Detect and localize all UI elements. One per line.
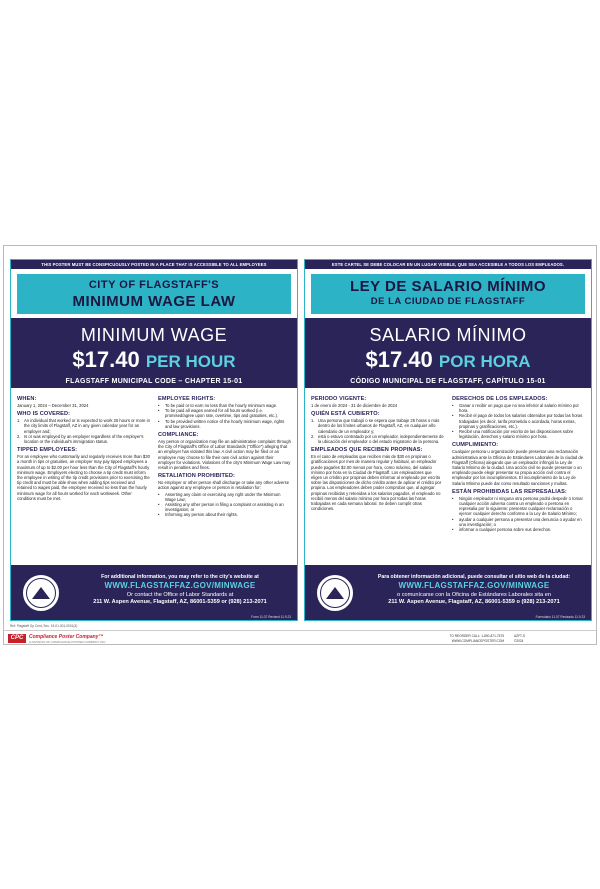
header-box xyxy=(17,274,291,314)
wage-amount: $17.40 xyxy=(365,347,433,372)
list-item: • Assisting any other person in filing a complaint or assisting in an investigation; or xyxy=(158,502,284,513)
sku-info xyxy=(514,634,525,643)
footer-box xyxy=(305,565,591,621)
footer-info: For additional information, you may refer to the city's website at xyxy=(101,574,259,580)
list-item: • To be provided written notice of the hourly minimum wage, rights and law provisions. xyxy=(158,418,285,429)
brand-name: Compliance Poster Company™ xyxy=(29,634,104,640)
footer-box xyxy=(11,565,297,621)
footer-text xyxy=(363,574,585,605)
retaliation-list xyxy=(158,492,291,518)
list-item: • Recibir una notificación por escrito de las disposiciones sobre legislación, derechos y salario mínimo por hora. xyxy=(452,429,574,440)
wage-amount-line xyxy=(11,347,297,373)
column-left xyxy=(311,393,444,511)
column-left xyxy=(17,393,150,501)
content-columns xyxy=(17,393,293,568)
retaliation-heading: ESTÁN PROHIBIDAS LAS REPRESALIAS: xyxy=(452,488,567,495)
header-box xyxy=(311,274,585,314)
municipal-code: CÓDIGO MUNICIPAL DE FLAGSTAFF, CAPÍTULO 15-01 xyxy=(350,378,546,385)
footer-contact: o comunícarse con la Oficina de Estándares Laborales sita en xyxy=(397,592,551,598)
form-number: Form 11.07 Revised 11.9.23 xyxy=(251,615,291,619)
list-item: • Informing any person about their rights. xyxy=(158,512,238,518)
wage-unit: PER HOUR xyxy=(145,352,236,371)
list-item: • To be paid or to earn no less than the hourly minimum wage. xyxy=(158,403,278,408)
header-line-2: MINIMUM WAGE LAW xyxy=(72,293,236,310)
list-item: 2. está o estuvo contratado por un empleador, independientemente de la ubicación del empleador o del estado migratorio de la persona. xyxy=(311,433,444,445)
header-line-2: DE LA CIUDAD DE FLAGSTAFF xyxy=(370,296,526,307)
content-columns xyxy=(311,393,587,568)
website-link[interactable]: WWW.FLAGSTAFFAZ.GOV/MINWAGE xyxy=(398,581,550,590)
covered-heading: WHO IS COVERED: xyxy=(17,411,71,418)
list-item: 1. Una persona que trabajó o se espera que trabaje 25 horas o más dentro de los límites urbanos de Flagstaff, AZ, en cualquier año calendario de un empleador y; xyxy=(311,418,440,434)
wage-unit: POR HORA xyxy=(438,352,531,371)
retaliation-text: No employer or other person shall discharge or take any other adverse action against any employee or person in retaliation for: xyxy=(158,480,290,491)
brand-tagline: A DIVISION OF COMPLIANCE POSTER COMPANY INC. xyxy=(29,640,107,644)
municipal-code: FLAGSTAFF MUNICIPAL CODE – CHAPTER 15-01 xyxy=(65,378,243,385)
when-text: 1 de enero de 2024 - 31 de diciembre de 2024 xyxy=(311,403,398,408)
reorder-website[interactable]: WWW.COMPLIANCEPOSTER.COM xyxy=(451,638,504,643)
rights-heading: EMPLOYEE RIGHTS: xyxy=(158,396,216,402)
list-item: • To be paid all wages earned for all hours worked (i.e. promised/agree upon rate, overtime, tips and gratuities, etc.). xyxy=(158,408,279,419)
when-text: January 1, 2024 – December 31, 2024 xyxy=(17,403,89,408)
footer-address: 211 W. Aspen Avenue, Flagstaff, AZ, 86001-5359 o (928) 213-2071 xyxy=(388,599,560,605)
sku-code: AZFT-S xyxy=(514,634,525,638)
wage-amount-line xyxy=(305,347,591,373)
wage-box xyxy=(305,318,591,388)
covered-list xyxy=(311,418,444,444)
list-item: • informar a cualquier persona sobre sus derechos. xyxy=(452,527,552,533)
retaliation-list xyxy=(452,496,585,532)
list-item: • Ganar o recibir un pago que no sea inferior al salario mínimo por hora. xyxy=(452,403,579,414)
sku-year: ©2024 xyxy=(514,638,524,643)
tipped-heading: EMPLEADOS QUE RECIBEN PROPINAS: xyxy=(311,447,423,454)
publisher-strip xyxy=(4,630,596,646)
cpc-logo: CPC xyxy=(8,634,26,643)
list-item: • Ningún empleador ni ninguna otra persona podrá despedir o tomar cualquier acción adversa contra un empleado o persona en represalia por lo siguiente: presentar cualquier reclamación o ejercer cualquier derecho conforme a la Ley de Salario Mínimo; xyxy=(452,495,583,517)
reference-note: Ref: Flagstaff Op Cent, Sec. 15-01-001-0001(3) xyxy=(10,624,78,628)
form-number: Formulario 11.07 Revisado 11.9.23 xyxy=(535,615,585,619)
when-heading: WHEN: xyxy=(17,396,37,402)
posting-notice: ESTE CARTEL SE DEBE COLOCAR EN UN LUGAR VISIBLE, QUE SEA ACCESIBLE A TODOS LOS EMPLEADOS. xyxy=(305,260,591,269)
header-line-1: CITY OF FLAGSTAFF'S xyxy=(88,279,220,291)
column-right xyxy=(158,393,291,518)
list-item: • Recibir el pago de todos los salarios obtenidos por todas las horas trabajadas (es decir, tarifa prometida o acordada, horas extras, propinas y gratificaciones, etc.). xyxy=(452,413,583,429)
spanish-panel xyxy=(304,259,592,621)
compliance-text: Any person or organization may file an administrative complaint through the City of Flagstaff's Office of Labor Standards ("Office") alleging that an employer has violated this law. A civil action may be filed or an employee may choose to file their own civil action against their employer for violations. Violations of the city's Minimum Wage Law may result in penalties and fines. xyxy=(158,439,291,471)
website-link[interactable]: WWW.FLAGSTAFFAZ.GOV/MINWAGE xyxy=(104,581,256,590)
tipped-text: For an employee who customarily and regularly receives more than $30 a month in tips or gratuities, an employer may pay tipped employees a maximum of up to $2.00 per hour less than the City of Flagstaff's hourly minimum wage. Employers electing to choose a tip credit must inform the employee in writing of the tip credit provisions prior to exercising the tip credit and must be able show when adding tips received and retained to wages paid, the employee received no less than the hourly minimum wage for all hours worked for each workweek. Other conditions must be met. xyxy=(17,454,150,501)
tipped-text: En el caso de empleados que reciben más de $30 en propinas o gratificaciones por mes de manera regular y habitual, un empleador puede pagarles $2.00 menos por hora, como máximo, del salario mínimo por hora en la Ciudad de Flagstaff. Los empleadores que eligen un crédito por propinas deben informar al empleado por escrito sobre las disposiciones de dicho crédito antes de aplicar el crédito por propina. Los empleadores deben poder comprobar que, al agregar propinas recibidas y retenidas a los salarios pagados, el empleado no recibió menos del salario mínimo por hora por todas las horas trabajadas en cada semana laboral. Se deben cumplir otras condiciones. xyxy=(311,454,442,512)
wage-amount: $17.40 xyxy=(72,347,140,372)
footer-address: 211 W. Aspen Avenue, Flagstaff, AZ, 86001-5359 or (928) 213-2071 xyxy=(93,599,267,605)
city-seal-icon xyxy=(315,573,355,613)
posting-notice: THIS POSTER MUST BE CONSPICUOUSLY POSTED IN A PLACE THAT IS ACCESSIBLE TO ALL EMPLOYEES xyxy=(11,260,297,269)
reorder-phone: TO REORDER CALL: 1-800-871-7575 xyxy=(449,634,504,638)
header-line-1: LEY DE SALARIO MÍNIMO xyxy=(349,278,547,295)
retaliation-heading: RETALIATION PROHIBITED: xyxy=(158,473,235,480)
city-seal-icon xyxy=(21,573,61,613)
poster xyxy=(3,245,597,645)
english-panel xyxy=(10,259,298,621)
footer-info: Para obtener información adicional, puede consultar el sitio web de la ciudad: xyxy=(377,574,571,580)
compliance-heading: COMPLIANCE: xyxy=(158,432,199,439)
list-item: • Asserting any claim or exercising any right under the Minimum Wage Law; xyxy=(158,491,281,502)
list-item: • ayudar a cualquier persona a presentar una denuncia o ayudar en una investigación; o xyxy=(452,516,582,527)
rights-heading: DERECHOS DE LOS EMPLEADOS: xyxy=(452,396,548,402)
reorder-contact xyxy=(394,634,504,643)
list-item: 1. An individual that worked or is expected to work 25 hours or more in the city limits of Flagstaff, AZ in any given calendar year for an employer and; xyxy=(17,418,150,434)
wage-box xyxy=(11,318,297,388)
rights-list xyxy=(158,403,291,429)
rights-list xyxy=(452,403,585,439)
compliance-heading: CUMPLIMIENTO: xyxy=(452,442,499,449)
footer-contact: Or contact the Office of Labor Standards at xyxy=(126,592,234,598)
tipped-heading: TIPPED EMPLOYEES: xyxy=(17,447,78,454)
wage-title: SALARIO MÍNIMO xyxy=(369,325,527,345)
list-item: 2. Is or was employed by an employer regardless of the employer's location or the individual's immigration status. xyxy=(17,433,144,445)
covered-heading: QUIÉN ESTÁ CUBIERTO: xyxy=(311,411,380,418)
when-heading: PERIODO VIGENTE: xyxy=(311,396,367,402)
footer-text xyxy=(69,574,291,605)
wage-title: MINIMUM WAGE xyxy=(80,325,228,345)
covered-list xyxy=(17,418,150,444)
column-right xyxy=(452,393,585,532)
compliance-text: Cualquier persona u organización puede presentar una reclamación administrativa ante la Oficina de Estándares Laborales de la ciudad de Flagstaff (Oficina) alegando que un empleador infringió la Ley de Salario Mínimo de la ciudad. Una acción civil se puede presentar o un empleado puede elegir presentar su propia acción civil contra el empleador por los incumplimientos. El incumplimiento de la Ley de Salario Mínimo puede dar como resultado sanciones y multas. xyxy=(452,449,584,486)
